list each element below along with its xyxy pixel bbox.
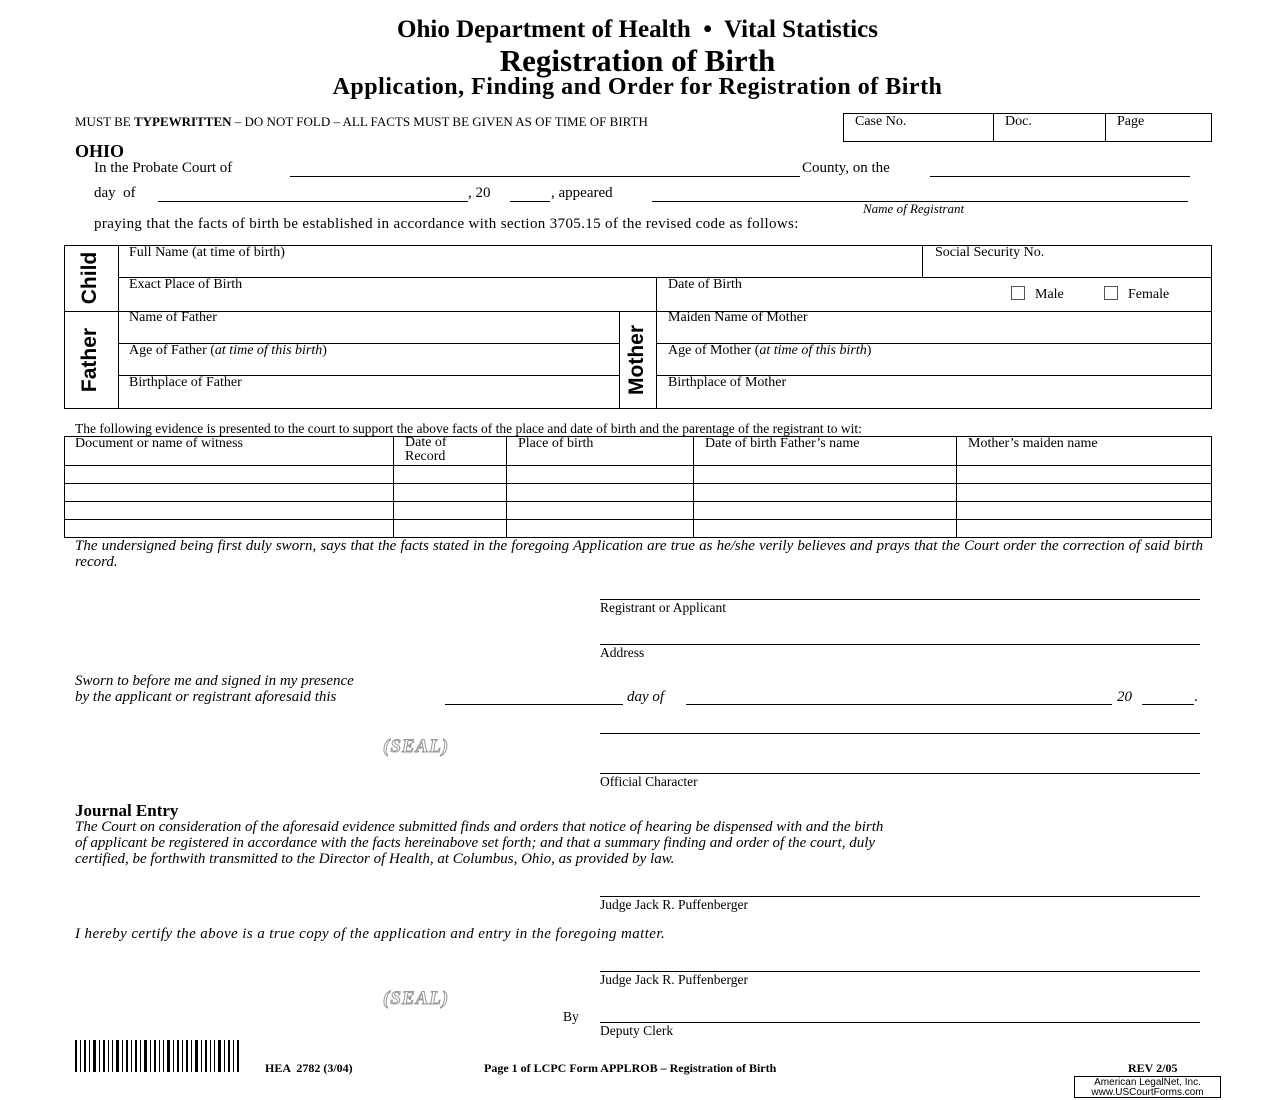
journal-entry-text-3: certified, be forthwith transmitted to the Director of Health, at Columbus, Ohio, as provided by law. <box>75 851 675 867</box>
page-info: Page 1 of LCPC Form APPLROB – Registration of Birth <box>484 1061 777 1075</box>
judge-name-2: Judge Jack R. Puffenberger <box>600 972 748 987</box>
state-label: OHIO <box>75 141 125 161</box>
official-character-label: Official Character <box>600 774 698 789</box>
evidence-col-document: Document or name of witness <box>75 436 243 451</box>
year-line[interactable] <box>510 201 550 202</box>
month-line[interactable] <box>158 201 468 202</box>
date-line[interactable] <box>930 176 1190 177</box>
registrant-label: Registrant or Applicant <box>600 600 726 615</box>
father-age-field[interactable]: Age of Father (at time of this birth) <box>129 343 327 358</box>
alnet-name: American LegalNet, Inc. <box>1094 1077 1201 1088</box>
sworn-day-of-label: day of <box>627 689 665 705</box>
sworn-day-line[interactable] <box>445 704 623 705</box>
case-no-label: Case No. <box>855 114 907 129</box>
doc-label: Doc. <box>1005 114 1032 129</box>
child-section-label: Child <box>78 251 101 305</box>
evidence-intro: The following evidence is presented to the court to support the above facts of the place and date of birth and the parentage of the registrant to wit: <box>75 421 862 436</box>
certify-text: I hereby certify the above is a true copy of the application and entry in the foregoing matter. <box>75 926 666 942</box>
female-checkbox[interactable] <box>1104 286 1118 300</box>
county-line[interactable] <box>290 176 800 177</box>
evidence-col-place-of-birth: Place of birth <box>518 436 594 451</box>
oath-text: The undersigned being first duly sworn, says that the facts stated in the foregoing Application are true as he/she verily believes and prays that the Court order the correction of said birth record. <box>75 538 1203 570</box>
journal-entry-title: Journal Entry <box>75 801 179 820</box>
by-label: By <box>563 1009 579 1024</box>
address-label: Address <box>600 645 645 660</box>
barcode <box>75 1040 240 1072</box>
form-number: HEA 2782 (3/04) <box>265 1061 353 1075</box>
sworn-year-line[interactable] <box>1142 704 1194 705</box>
sworn-month-line[interactable] <box>686 704 1112 705</box>
american-legalnet-box <box>1074 1076 1221 1098</box>
male-checkbox[interactable] <box>1011 286 1025 300</box>
form-subtitle: Application, Finding and Order for Registration of Birth <box>332 74 943 100</box>
sworn-text-2: by the applicant or registrant aforesaid this <box>75 689 337 705</box>
year-label: , 20 <box>468 185 491 201</box>
name-of-registrant-caption: Name of Registrant <box>863 201 965 216</box>
sworn-text-1: Sworn to before me and signed in my presence <box>75 673 354 689</box>
praying-text: praying that the facts of birth be established in accordance with section 3705.15 of the revised code as follows: <box>94 216 799 232</box>
sworn-year-label: 20 <box>1117 689 1132 705</box>
judge-name-1: Judge Jack R. Puffenberger <box>600 897 748 912</box>
child-ssn-field[interactable]: Social Security No. <box>935 245 1045 260</box>
female-label: Female <box>1128 287 1170 302</box>
journal-entry-text-1: The Court on consideration of the aforesaid evidence submitted finds and orders that notice of hearing be dispensed with and the birth <box>75 819 884 835</box>
evidence-col-mother-maiden: Mother’s maiden name <box>968 436 1098 451</box>
mother-maiden-name-field[interactable]: Maiden Name of Mother <box>668 310 808 325</box>
deputy-clerk-label: Deputy Clerk <box>600 1023 674 1038</box>
day-of-label: day of <box>94 185 136 201</box>
mother-section-label: Mother <box>625 325 648 395</box>
mother-age-field[interactable]: Age of Mother (at time of this birth) <box>668 343 872 358</box>
revision: REV 2/05 <box>1128 1061 1178 1075</box>
father-birthplace-field[interactable]: Birthplace of Father <box>129 375 242 390</box>
alnet-url: www.USCourtForms.com <box>1091 1087 1204 1098</box>
notary-signature-line[interactable] <box>600 733 1200 734</box>
male-label: Male <box>1035 287 1064 302</box>
seal-placeholder-1: (SEAL) <box>383 736 450 757</box>
child-full-name-field[interactable]: Full Name (at time of birth) <box>129 245 285 260</box>
journal-entry-text-2: of applicant be registered in accordance with the facts hereinabove set forth; and that a summary finding and order of the court, duly <box>75 835 876 851</box>
child-place-of-birth-field[interactable]: Exact Place of Birth <box>129 277 243 292</box>
typewritten-notice: MUST BE TYPEWRITTEN – DO NOT FOLD – ALL FACTS MUST BE GIVEN AS OF TIME OF BIRTH <box>75 114 648 129</box>
header-agency: Ohio Department of Health • Vital Statistics <box>397 16 878 43</box>
page-label: Page <box>1117 114 1145 129</box>
father-section-label: Father <box>78 327 101 393</box>
evidence-col-date-father: Date of birth Father’s name <box>705 436 860 451</box>
child-date-of-birth-field[interactable]: Date of Birth <box>668 277 742 292</box>
evidence-col-date-of-record: Date of Record <box>405 435 447 464</box>
probate-court-label: In the Probate Court of <box>94 160 233 176</box>
appeared-label: , appeared <box>551 185 613 201</box>
mother-birthplace-field[interactable]: Birthplace of Mother <box>668 375 787 390</box>
father-name-field[interactable]: Name of Father <box>129 310 217 325</box>
seal-placeholder-2: (SEAL) <box>383 988 450 1009</box>
address-line[interactable] <box>600 644 1200 645</box>
form-title: Registration of Birth <box>499 43 776 78</box>
county-on-label: County, on the <box>802 160 890 176</box>
deputy-signature-line[interactable] <box>600 1022 1200 1023</box>
